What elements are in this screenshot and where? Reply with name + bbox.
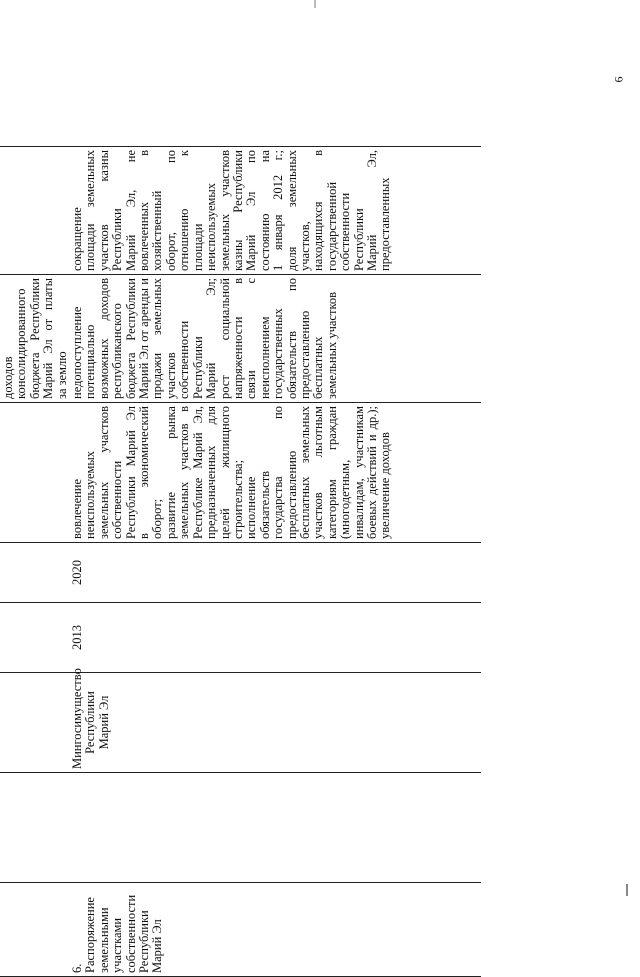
start-year-cell: 2013 [69,603,481,673]
scan-mark [626,884,628,896]
continuation-row [0,147,69,977]
expected-results-cell: вовлечение неиспользуемых земельных участков собственности Республики Марий Эл в экономический оборот; развитие рынка земельных участков в Республике Марий Эл, предназначенных для целей жилищного строительства; исполнение обязательств государства по предоставлению бесплатных земельных участков льготным категориям граждан (многодетным, инвалидам, участникам боевых действий и др.); увеличение доходов [69,403,481,543]
page-number: 6 [611,76,626,83]
measures-table [0,146,481,977]
table-row [69,147,481,977]
measure-cell: 6. Распоряжение земельными участками собственности Республики Марий Эл [69,883,481,977]
end-year-cell: 2020 [69,543,481,603]
scan-mark [314,0,316,8]
row-number: 6. [70,963,85,973]
rotated-table-frame [0,147,519,977]
executor-cell: Мингосимущество Республики Марий Эл [69,673,481,773]
consequences-cell: недопоступление потенциально возможных доходов республиканского бюджета Республики Марий Эл от аренды и продажи земельных участков собственности Республики Марий Эл; рост социальной напряженности в связи с неисполнением государственных обязательств по предоставлению бесплатных земельных участков [69,275,481,403]
continuation-cell-7: доходов консолидированного бюджета Республики Марий Эл от платы за землю [0,275,69,403]
indicator-relation-cell: сокращение площади земельных участков казны Республики Марий Эл, не вовлеченных в хозяйственный оборот, по отношению к площади неиспользуемых земельных участков казны Республики Марий Эл по состоянию на 1 января 2012 г.; доля земельных участков, находящихся в государственной собственности Республики Марий Эл, предоставленных [69,147,481,275]
empty-cell-2 [69,773,481,883]
